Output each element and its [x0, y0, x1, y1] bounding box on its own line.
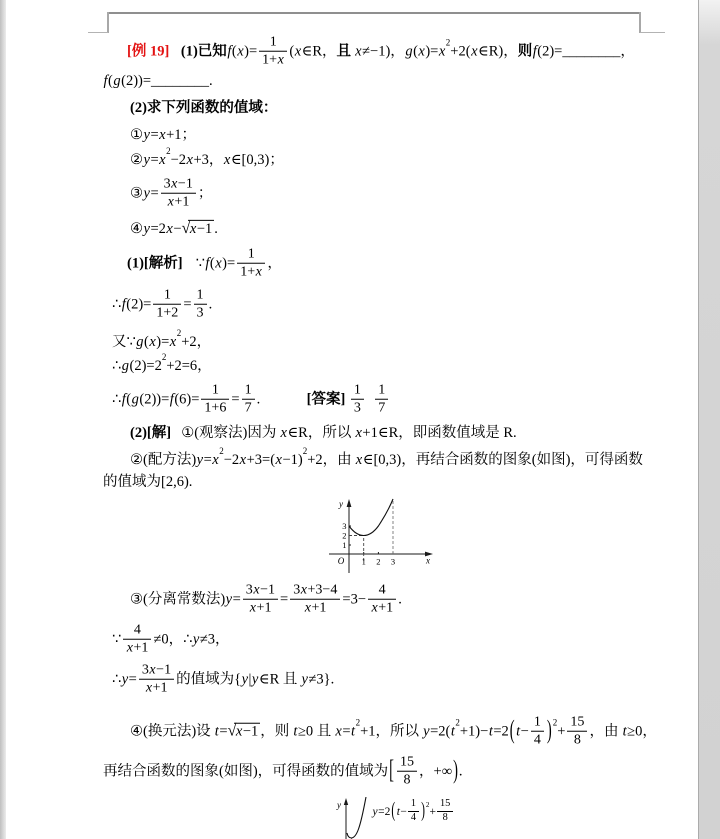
page-boundary-left-corner	[107, 12, 109, 33]
y-axis-arrow	[344, 798, 348, 805]
y-axis-label: y	[337, 800, 341, 810]
function-item-3: ③y= $\frac{3x-1}{x+1}$ ；	[130, 175, 213, 210]
page-boundary-right-corner	[639, 12, 641, 33]
solution2-method1: (2)[解] ①(观察法)因为 x∈R，所以 x+1∈R，即函数值域是 R.	[130, 424, 517, 441]
solution2-method2-line-1: ②(配方法)$y=x^2-2x+3=(x-1)^2+2$，由 x∈[0,3)，再结合函数的图象(如图)，可得函数	[130, 446, 643, 468]
solution1-line-2: ∴f(2)= $\frac{1}{1+2}$ = $\frac{1}{3}$ .	[112, 286, 213, 321]
y-tick-3: 3	[342, 521, 347, 531]
x-tick-1: 1	[361, 556, 366, 567]
solution1-line-1: (1)[解析] ∵f(x)= $\frac{1}{1+x}$ ，	[127, 245, 282, 280]
solution2-method3-line-3: ∴y= $\frac{3x-1}{x+1}$ 的值域为{y|y∈R 且 y≠3}.	[112, 661, 335, 696]
page-top-boundary	[108, 12, 640, 14]
figure-substitution-curve	[332, 797, 517, 839]
solution2-method2-line-2: 的值域为[2,6).	[103, 473, 193, 490]
figure-parabola-range	[327, 497, 437, 577]
function-item-2: $②y=x^2-2x+3$，x∈[0,3)；	[130, 146, 284, 168]
curve-equation-label: y=2( t− $\frac{1}{4}$ )$^2$+ $\frac{15}{8}$	[372, 800, 454, 825]
solution2-method4-line-2: 再结合函数的图象(如图)，可得函数的值域为[ $\frac{15}{8}$ ，+∞).	[103, 753, 463, 788]
y-tick-2: 2	[342, 530, 347, 541]
margin-mark-left	[88, 32, 108, 33]
solution1-answer-line: ∴f(g(2))=f(6)= $\frac{1}{1+6}$ = $\frac{1}{7}$ . [答案] $\frac{1}{3}$ $\frac{1}{7}$	[112, 384, 390, 417]
x-tick-2: 2	[376, 556, 381, 567]
part2-prompt: (2)求下列函数的值域：	[130, 99, 278, 116]
x-axis-label: x	[426, 555, 430, 566]
curve	[347, 797, 366, 838]
example-19-problem-line-1: [例 19] (1)已知f(x)= $\frac{1}{1+x}$ (x∈R，且 x≠−1)，$g(x)=x^2+2(x\in R)$，则f(2)=________，	[127, 33, 635, 68]
problem-line-2: f(g(2))=________.	[103, 72, 213, 89]
solution2-method3-line-1: ③(分离常数法)y= $\frac{3x-1}{x+1}$ = $\frac{3x+3-4}{x+1}$ =3− $\frac{4}{x+1}$ .	[130, 581, 402, 616]
solution1-line-4: $\therefore g(2)=2^2+2=6$，	[112, 352, 212, 374]
solution2-method4-line-1: ④(换元法)设 t=√x−1 ，则 t≥0 且 $x=t^2+1$，所以 $y=2(t^2+1)-t=2$( t− $\frac{1}{4}$ )$^2$+ $\frac{15}{8}$ ，由 t≥0，	[130, 713, 657, 748]
function-item-1: ①y=x+1；	[130, 126, 196, 143]
y-tick-1: 1	[342, 540, 347, 550]
window-left-edge	[0, 0, 6, 839]
y-axis-arrow	[347, 499, 352, 507]
solution2-method3-line-2: ∵ $\frac{4}{x+1}$ ≠0，∴y≠3，	[112, 621, 230, 656]
parabola-curve	[349, 499, 393, 536]
y-axis-label: y	[339, 499, 343, 509]
origin-label: O	[337, 556, 345, 566]
parabola-plot	[327, 497, 437, 577]
margin-mark-right	[640, 32, 665, 33]
x-tick-3: 3	[390, 556, 396, 567]
function-item-4: ④y=2x−√x−1 .	[130, 218, 218, 237]
scrollbar-track[interactable]	[698, 0, 720, 839]
solution1-line-3: 又$\because g(x)=x^2+2$，	[112, 328, 212, 350]
